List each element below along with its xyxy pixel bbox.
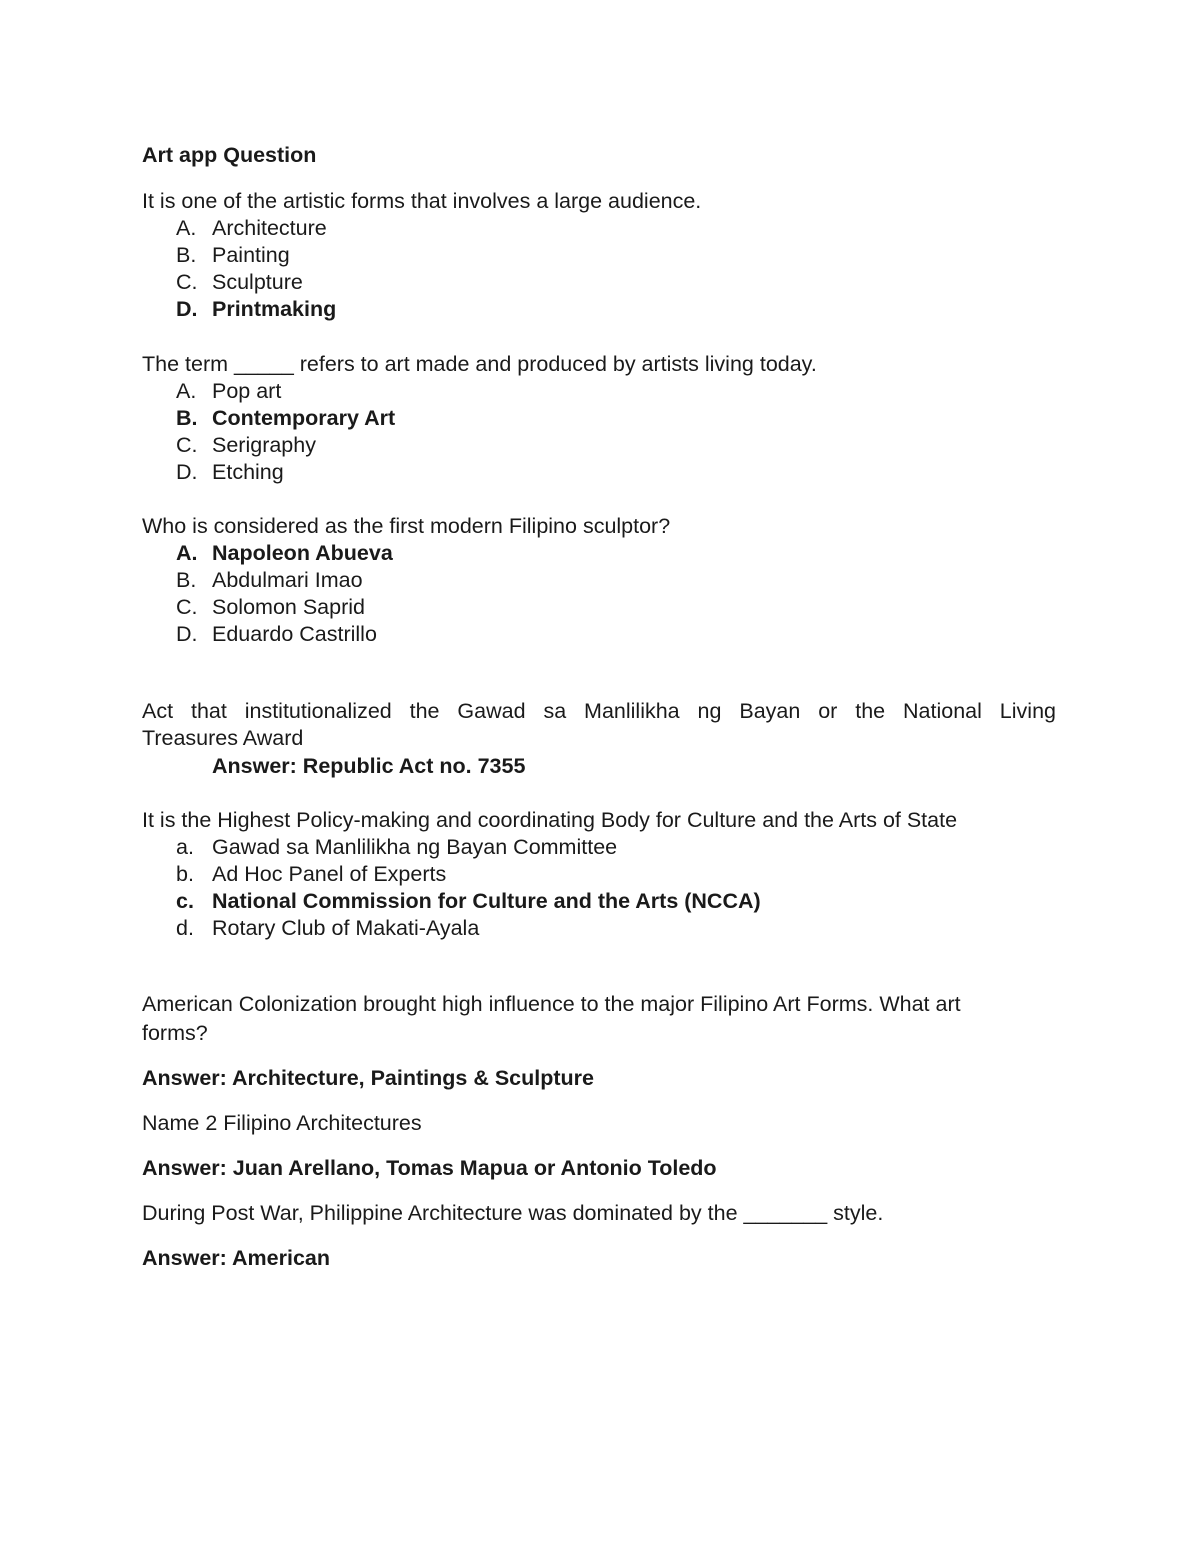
q3-option-a-correct [176,540,393,567]
option-letter: d. [176,916,194,940]
option-text: Gawad sa Manlilikha ng Bayan Committee [212,835,618,859]
option-letter: A. [176,379,197,403]
question-4-line-1: Act that institutionalized the Gawad sa Manlilikha ng Bayan or the National Living [142,699,1056,723]
question-3: Who is considered as the first modern Filipino sculptor? [142,514,671,538]
option-letter: B. [176,406,198,430]
question-6-line-2: forms? [142,1021,208,1045]
option-letter: B. [176,568,197,592]
q5-option-d [176,915,479,942]
option-text: Solomon Saprid [212,595,365,619]
question-7-answer: Answer: Juan Arellano, Tomas Mapua or Antonio Toledo [142,1156,717,1180]
q5-option-b [176,861,446,888]
question-6-answer: Answer: Architecture, Paintings & Sculpture [142,1066,594,1090]
q2-option-d [176,459,284,486]
option-letter: C. [176,595,198,619]
option-letter: C. [176,433,198,457]
q1-option-a [176,215,327,242]
question-1: It is one of the artistic forms that involves a large audience. [142,189,702,213]
option-text: Sculpture [212,270,303,294]
option-text: Pop art [212,379,282,403]
option-text: Rotary Club of Makati-Ayala [212,916,480,940]
option-letter: c. [176,889,194,913]
option-letter: D. [176,460,198,484]
q1-option-c [176,269,303,296]
question-4-line-2: Treasures Award [142,726,304,750]
q3-option-c [176,594,365,621]
question-2: The term _____ refers to art made and produced by artists living today. [142,352,817,376]
option-text: Printmaking [212,297,337,321]
q1-option-b [176,242,290,269]
option-letter: A. [176,541,198,565]
option-text: Painting [212,243,290,267]
option-letter: B. [176,243,197,267]
option-text: National Commission for Culture and the Arts (NCCA) [212,889,761,913]
q2-option-c [176,432,316,459]
page-title: Art app Question [142,143,317,167]
option-letter: a. [176,835,194,859]
question-4-answer: Answer: Republic Act no. 7355 [212,754,526,778]
option-letter: A. [176,216,197,240]
option-text: Etching [212,460,284,484]
question-8: During Post War, Philippine Architecture was dominated by the _______ style. [142,1201,884,1225]
q1-option-d-correct [176,296,336,323]
option-letter: C. [176,270,198,294]
q3-option-b [176,567,363,594]
question-7: Name 2 Filipino Architectures [142,1111,422,1135]
q5-option-c-correct [176,888,761,915]
option-text: Serigraphy [212,433,316,457]
question-6-line-1: American Colonization brought high influence to the major Filipino Art Forms. What art [142,992,961,1016]
option-text: Abdulmari Imao [212,568,363,592]
option-letter: b. [176,862,194,886]
option-text: Contemporary Art [212,406,396,430]
question-5: It is the Highest Policy-making and coordinating Body for Culture and the Arts of State [142,808,958,832]
option-letter: D. [176,297,198,321]
option-text: Eduardo Castrillo [212,622,377,646]
option-text: Architecture [212,216,327,240]
q2-option-b-correct [176,405,395,432]
option-text: Ad Hoc Panel of Experts [212,862,447,886]
q3-option-d [176,621,377,648]
option-text: Napoleon Abueva [212,541,393,565]
question-8-answer: Answer: American [142,1246,330,1270]
q5-option-a [176,834,617,861]
q2-option-a [176,378,281,405]
option-letter: D. [176,622,198,646]
